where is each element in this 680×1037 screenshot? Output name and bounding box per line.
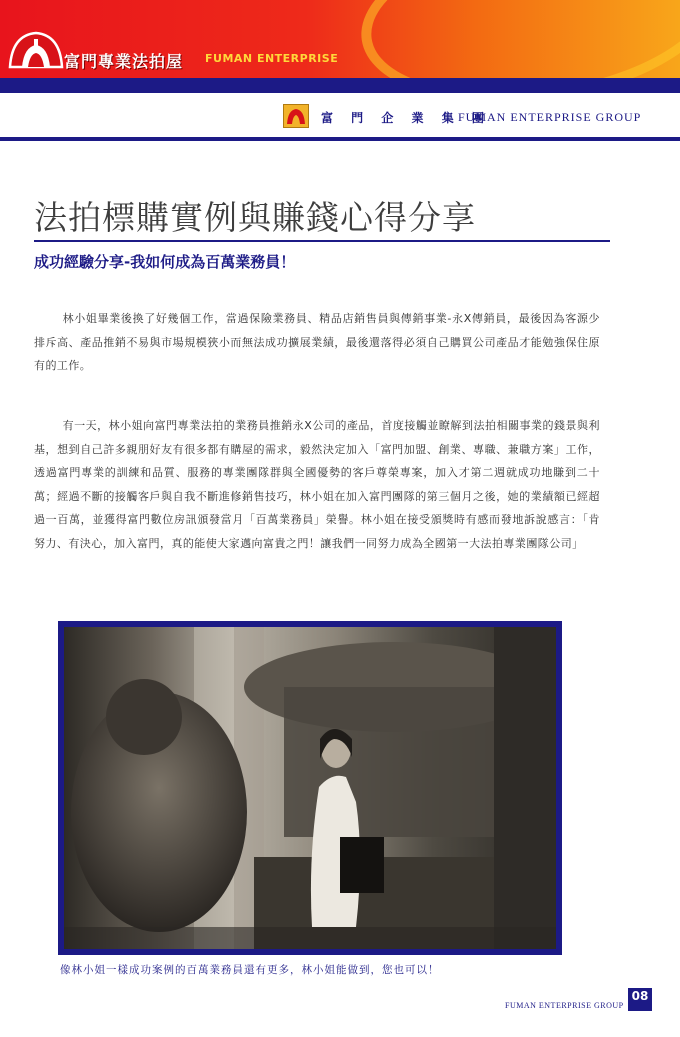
fuman-logo-icon: [8, 27, 64, 73]
page-number: 08: [628, 988, 652, 1011]
article-title: 法拍標購實例與賺錢心得分享: [34, 198, 476, 237]
header-navy-stripe: [0, 78, 680, 93]
brand-name-chinese: 富門專業法拍屋: [64, 52, 184, 71]
photo-frame: [58, 621, 562, 955]
footer-company: FUMAN ENTERPRISE GROUP: [505, 1001, 624, 1010]
group-logo-icon: [283, 104, 309, 128]
brand-name-english: FUMAN ENTERPRISE: [205, 52, 339, 65]
header-divider: [0, 137, 680, 141]
photo-illustration: [64, 627, 556, 949]
article-paragraph-1: 林小姐畢業後換了好幾個工作，當過保險業務員、精品店銷售員與傳銷事業-永X傳銷員，最後因為客源少排斥高、產品推銷不易與市場規模狹小而無法成功擴展業績，最後還落得必須自己購買公司產品才能勉強保住原有的工作。: [34, 312, 600, 372]
article-paragraph-2: 有一天，林小姐向富門專業法拍的業務員推銷永X公司的產品，首度接觸並瞭解到法拍相關事業的錢景與利基，想到自己許多親朋好友有很多都有購屋的需求，毅然決定加入「富門加盟、創業、專職、兼職方案」工作，透過富門專業的訓練和品質、服務的專業團隊群與全國優勢的客戶尊榮專案，加入才第二週就成功地賺到二十萬；經過不斷的接觸客戶與自我不斷進修銷售技巧，林小姐在加入富門團隊的第三個月之後，她的業績額已經超過一百萬，並獲得富門數位房訊頒發當月「百萬業務員」榮譽。林小姐在接受頒獎時有感而發地訴說感言：「肯努力、有決心，加入富門，真的能使大家邁向富貴之門！讓我們一同努力成為全國第一大法拍專業團隊公司」: [34, 419, 600, 550]
article-subtitle: 成功經驗分享-我如何成為百萬業務員！: [34, 253, 296, 271]
group-name-english: FUMAN ENTERPRISE GROUP: [458, 110, 642, 124]
businesswoman-photo: [64, 627, 556, 949]
group-name-chinese: 富 門 企 業 集 團: [321, 111, 491, 125]
title-underline: [34, 240, 610, 242]
photo-caption: 像林小姐一樣成功案例的百萬業務員還有更多，林小姐能做到，您也可以！: [60, 964, 440, 976]
